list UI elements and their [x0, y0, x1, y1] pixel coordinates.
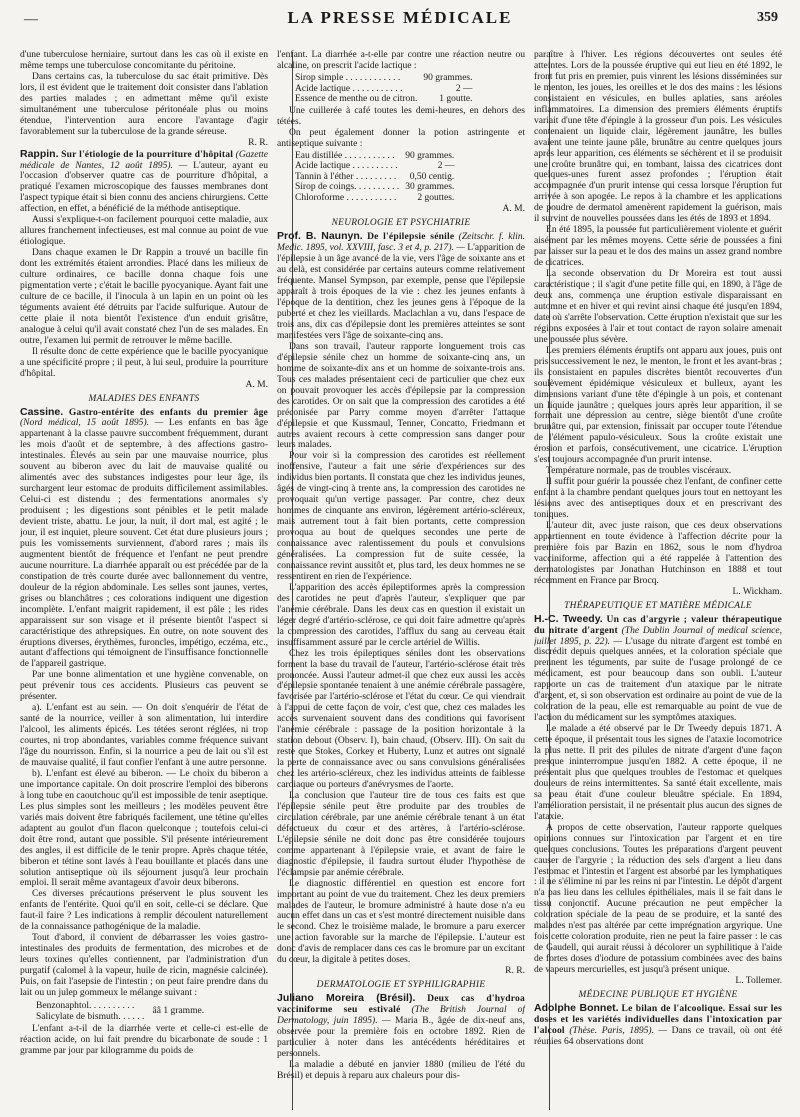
- rx-item: Eau distillée . . . . . . . . . . .: [295, 150, 395, 161]
- rx-item: Chloroforme . . . . . . . . . . .: [295, 192, 397, 203]
- paragraph: l'enfant. La diarrhée a-t-elle par contre une réaction neutre ou alcaline, on prescrit l'acide lactique :: [277, 50, 525, 71]
- article-source: (Zeitschr. f. klin. Medic. 1895, vol. XXVIII, fasc. 3 et 4, p. 217). —: [277, 231, 525, 254]
- page-header: [0, 0, 800, 52]
- rx-item: Sirop de coings. . . . . . . . . .: [295, 182, 400, 193]
- section-heading: DERMATOLOGIE ET SYPHILIGRAPHIE: [316, 980, 486, 991]
- article-author: Prof. B. Naunyn.: [277, 230, 363, 243]
- signature: R. R.: [505, 965, 525, 977]
- paragraph: Il suffit pour guérir la poussée chez l'enfant, de confiner cette enfant à la chambre pendant quelques jours tout en nettoyant les lésions avec des antiseptiques doux et en prescrivant des toniques.: [534, 476, 782, 521]
- signature: R. R.: [248, 136, 268, 148]
- article-title: De l'épilepsie sénile: [367, 231, 455, 243]
- column-3: [534, 50, 782, 1112]
- article-rappin: [20, 149, 268, 216]
- column-1: [20, 50, 268, 1112]
- paragraph: Le diagnostic différentiel en question est encore fort important au point de vue du traitement. Chez les deux premiers malades de l'auteur, le bromure administré à haute dose n'a eu aucun effet dans un cas et s'est montré directement nuisible dans le second. Chez le troisième malade, le bromure a paru exercer une action favorable sur la marche de l'épilepsie. L'auteur est donc d'avis de remplacer dans ces cas le bromure par un excitant du cœur, la digitale à petites doses.: [277, 877, 525, 966]
- signature: L. Wickham.: [732, 585, 782, 597]
- prescription-table: [295, 151, 454, 204]
- rx-row: [295, 73, 472, 84]
- rx-row: [295, 193, 454, 204]
- article-title: Sur l'étiologie de la pourriture d'hôpital: [61, 148, 234, 160]
- rx-quantity: ââ 1 gramme.: [152, 1005, 205, 1017]
- article-body: L'usage du nitrate d'argent est tombé en discrédit depuis quelques années, et la coloration spéciale que prennent les téguments, par suite de l'usage prolongé de ce médicament, est pour beaucoup dans son oubli. L'auteur rapporte un cas de traitement d'un ataxique par le nitrate d'argent, et, si son observation est ordinaire au point de vue de la coloration de la peau, elle est remarquable au point de vue de l'action du médicament sur les symptômes ataxiques.: [534, 635, 782, 724]
- article-bonnet: [534, 1003, 782, 1048]
- article-source: (Nord médical, 15 août 1895). —: [20, 417, 164, 429]
- section-heading: THÉRAPEUTIQUE ET MATIÈRE MÉDICALE: [564, 600, 752, 611]
- section-heading: MALADIES DES ENFANTS: [88, 393, 200, 404]
- article-source: (The Dublin Journal of medical science, juillet 1895, p. 22). —: [534, 624, 782, 647]
- article-title: Deux cas d'hydroa vacciniforme seu estivalé: [277, 993, 525, 1016]
- article-title: Un cas d'argyrie ; valeur thérapeutique du nitrate d'argent: [534, 613, 782, 636]
- article-author: Adolphe Bonnet.: [534, 1001, 619, 1014]
- paragraph: L'enfant a-t-il de la diarrhée verte et celle-ci est-elle de réaction acide, on lui fait prendre du bicarbonate de soude : 1 gramme par jour par kilogramme du poids de: [20, 1023, 268, 1057]
- article-source: (Gazette médicale de Nantes, 12 août 1895). —: [20, 148, 268, 171]
- header-dash: —: [24, 12, 38, 27]
- article-body: Maria B., âgée de dix-neuf ans, observée pour la première fois en octobre 1892. Rien de particulier à noter dans les antécédents héréditaires et personnels.: [277, 1015, 525, 1059]
- rx-row: [295, 182, 454, 193]
- rx-row: [295, 172, 454, 183]
- rx-quantity: 2 —: [455, 83, 473, 94]
- page-body: [20, 50, 790, 1112]
- rx-item: Benzonaphtol. . . . . . . . . .: [36, 999, 135, 1011]
- article-source: (Thèse. Paris, 1895). —: [569, 1024, 668, 1036]
- paragraph: Dans chaque examen le Dr Rappin a trouvé un bacille fin dont les extrémités étaient arrondies. Placé dans les milieux de culture ordinaires, ce bacille donna chaque fois une pigmentation verte ; c'était le bacille pyocyanique. Ayant fait une culture de ce bacille, il l'inocula à un lapin en un point où les téguments avaient été détruits par l'acide sulfurique. Autour de cette plaie il nota bientôt l'existence d'un enduit grisâtre, analogue à celui qu'il avait constaté chez l'un de ses malades. En outre, l'examen lui permit de retrouver le même bacille.: [20, 247, 268, 346]
- rx-quantity: 0,50 centig.: [409, 171, 455, 182]
- article-naunyn: [277, 231, 525, 342]
- rx-item: Sirop simple . . . . . . . . . . . .: [295, 72, 401, 83]
- section-heading: MÉDECINE PUBLIQUE ET HYGIÈNE: [578, 990, 738, 1001]
- paragraph: Aussi s'explique-t-on facilement pourquoi cette maladie, aux allures franchement infectieuses, est mal connue au point de vue étiologique.: [20, 214, 268, 248]
- page-number: 359: [757, 10, 778, 25]
- paragraph: Chez les trois épileptiques séniles dont les observations forment la base du travail de l'auteur, l'artério-sclérose était très prononcée. Aussi l'auteur admet-il que chez eux aussi les accès d'épilepsie spontanée tenaient à une anémie cérébrale passagère, favorisée par l'artério-sclérose et l'état du cœur. Ce qui viendrait à l'appui de cette façon de voir, c'est que, chez ces malades les accès survenaient souvent dans des conditions qui favorisent l'anémie cérébrale : passage de la position horizontale à la station debout (Observ. I), bain chaud, (Observ. III). On sait du reste que Stokes, Corkey et Huberty, Lunz et autres ont signalé la perte de connaissance avec ou sans convulsions généralisées chez les artério-scléreux, chez les individus atteints de faiblesse cardiaque ou porteurs d'anévrysmes de l'aorte.: [277, 647, 525, 791]
- article-tweedy: [534, 614, 782, 725]
- paragraph: Le malade a été observé par le Dr Tweedy depuis 1871. A cette époque, il présentait tous les signes de l'ataxie locomotrice la plus nette. Il prit des pilules de nitrate d'argent d'une façon presque ininterrompue jusqu'en 1882. A cette époque, il ne présentait plus que quelques troubles de l'estomac et quelques douleurs de reins intermittentes. Sa santé était excellente, mais sa peau était d'une couleur bleuâtre spéciale. En 1894, l'amélioration persistait, il ne présentait plus aucun des signes de l'ataxie.: [534, 723, 782, 822]
- paragraph: d'une tuberculose herniaire, surtout dans les cas où il existe en même temps une tuberculose concomitante du péritoine.: [20, 50, 268, 71]
- paragraph: Par une bonne alimentation et une hygiène convenable, on peut prévenir tous ces accidents. Plusieurs cas peuvent se présenter.: [20, 669, 268, 703]
- article-body: Dans ce travail, où ont été réunies 64 observations dont: [534, 1024, 782, 1047]
- paragraph: Une cuillerée à café toutes les demi-heures, en dehors des tétées.: [277, 104, 525, 127]
- article-author: Rappin.: [20, 147, 59, 160]
- article-title: Le bilan de l'alcoolique. Essai sur les doses et les variétés individuelles dans l'intoxication par l'alcool: [534, 1002, 782, 1036]
- paragraph: Les premiers éléments éruptifs ont apparu aux joues, puis ont pris successivement le nez, le menton, le front et les avant-bras ; ils consistaient en papules discrètes bientôt recouvertes d'un soulèvement épidémique vésiculeux et bulleux, ayant les dimensions variant d'une tête d'épingle à un pois, et contenant un liquide jaunâtre ; quelques jours après leur apparition, il se formait une dépression au centre, siège bientôt d'une croûte brunâtre qui, par extension, finissait par occuper toute l'étendue de l'élément papulo-vésiculeux. Sous la croûte existait une érosion et parfois, consécutivement, une cicatrice. L'éruption s'est toujours accompagnée d'un prurit intense.: [534, 344, 782, 466]
- rx-row: [295, 161, 454, 172]
- signature: L. Tollemer.: [735, 975, 782, 987]
- paragraph: La seconde observation du Dr Moreira est tout aussi caractéristique ; il s'agit d'une petite fille qui, en 1890, à l'âge de deux ans, commença une éruption estivale disparaissant en automne et en hiver et qui revint ainsi chaque été jusqu'en 1894, date où s'arrête l'observation. Cette éruption n'existait que sur les régions exposées à l'air et tout contact de rayon solaire amenait une poussée plus sévère.: [534, 268, 782, 345]
- paragraph: La maladie a débuté en janvier 1880 (milieu de l'été du Brésil) et depuis à reparu aux chaleurs pour dis-: [277, 1058, 525, 1081]
- article-author: Juliano Moreira (Brésil).: [277, 992, 416, 1005]
- article-body: L'apparition de l'épilepsie à un âge avancé de la vie, vers l'âge de soixante ans et au delà, est considérée par certains auteurs comme relativement fréquente. Mansel Sympson, par exemple, pense que l'épilepsie apparaît à trois époques de la vie : chez les jeunes enfants à l'époque de la dentition, chez les jeunes gens à l'époque de la puberté et chez les vieillards. Maclachlan a vu, dans l'espace de trois ans, dix cas d'épilepsie dont les premières atteintes se sont manifestées vers l'âge de soixante-cinq ans.: [277, 242, 525, 341]
- article-body: L'auteur, ayant eu l'occasion d'observer quatre cas de pourriture d'hôpital, a pratiqué l'examen microscopique des fausses membranes dont l'aspect typique était si bien connu des anciens chirurgiens. Cette affection, en effet, a bénéficié de la méthode antiseptique.: [20, 159, 268, 215]
- paragraph: On peut également donner la potion astringente et antiseptique suivante :: [277, 126, 525, 149]
- column-2: [277, 50, 525, 1112]
- article-cassine: [20, 407, 268, 671]
- paragraph: a). L'enfant est au sein. — On doit s'enquérir de l'état de santé de la nourrice, veiller à son alimentation, lui interdire l'alcool, les aliments épicés. Les tétées seront réglées, ni trop courtes, ni trop abondantes, variables comme fréquence suivant l'âge du nourrisson. Enfin, si la nourrice a peu de lait ou s'il est de mauvaise qualité, il faut confier l'enfant à une autre personne.: [20, 702, 268, 768]
- rx-item: Acide lactique . . . . . . . . . . .: [295, 83, 403, 94]
- paragraph: Température normale, pas de troubles viscéraux.: [546, 465, 732, 477]
- article-moreira: [277, 993, 525, 1060]
- paragraph: A propos de cette observation, l'auteur rapporte quelques opinions connues sur l'intoxication par l'argent et en tire quelques conclusions. Toutes les préparations d'argent peuvent causer de l'argyrie ; la réduction des sels d'argent a lieu dans l'estomac et l'intestin et l'argent est absorbé par les lymphatiques : il ne s'élimine ni par les reins ni par l'intestin. Le dépôt d'argent n'a pas lieu dans les cellules épithéliales, mais il se fait dans le tissu conjonctif. Aucune précaution ne peut empêcher la coloration spéciale de la peau de se produire, et la santé des malades n'est pas altérée par cette imprégnation argyrique. Une fois cette coloration produite, rien ne peut la faire passer : le cas de Gaudell, qui aurait réussi à décolorer un syphilitique à l'aide de fortes doses d'iodure de potassium combinées avec des bains de vapeurs mercurielles, est jusqu'à présent unique.: [534, 821, 782, 976]
- rx-quantity: 90 grammes.: [405, 150, 455, 161]
- article-author: H.-C. Tweedy.: [534, 612, 603, 625]
- paragraph: b). L'enfant est élevé au biberon. — Le choix du biberon a une importance capitale. On doit proscrire l'emploi des biberons à long tube en caoutchouc qu'il est impossible de tenir aseptique. Les plus simples sont les meilleurs ; les modèles peuvent être variés mais doivent être fabriqués facilement, une tétine qu'elles adaptent au goulot d'un flacon quelconque ; toutefois celui-ci doit être rond, autant que possible. S'il présente intérieurement des angles, il est difficile de le tenir propre. Après chaque tétée, biberon et tétine sont lavés à l'eau bouillante et placés dans une solution antiseptique où ils séjournent jusqu'à leur prochain emploi. Il serait même avantageux d'avoir deux biberons.: [20, 767, 268, 889]
- article-source: (The British Journal of Dermatology, juin 1895). —: [277, 1004, 525, 1027]
- signature: A. M.: [502, 203, 525, 215]
- article-body: Les enfants en bas âge appartenant à la classe pauvre succombent fréquemment, durant les mois d'août et de septembre, à des affections gastro-intestinales. Élevés au sein par une mauvaise nourrice, plus souvent au biberon avec du lait de mauvaise qualité ou alimentés avec des substances indigestes pour leur âge, ils surchargent leur estomac de produits difficilement assimilables. Celui-ci est distendu ; des fermentations anormales s'y produisent ; les digestions sont pénibles et le petit malade devient triste, abattu. Le jour, la nuit, il dort mal, est agité ; le jour, il est inquiet, pleure souvent. Cet état dure plusieurs jours ; puis les vomissements surviennent, d'abord rares ; mais ils augmentent bientôt de fréquence et l'enfant ne peut prendre aucune nourriture. La diarrhée apparaît ou est précédée par de la constipation de très courte durée avec ballonnement du ventre, douleur de la région abdominale. Les selles sont jaunes, vertes, grises ou blanchâtres ; ces colorations indiquent une digestion incomplète. L'enfant maigrit rapidement, il est pâle ; les rides apparaissent sur son visage et il présente bientôt l'aspect si caractéristique des athrepsiques. En outre, on note souvent des éruptions diverses, érythèmes, furoncles, impétigo, eczéma, etc., autant d'affections qui témoignent de l'insuffisance fonctionnelle de l'appareil gastrique.: [20, 417, 268, 670]
- paragraph: L'auteur dit, avec juste raison, que ces deux observations appartiennent en toute évidence à l'affection décrite pour la première fois par Bazin en 1862, sous le nom d'hydroa vacciniforme, affection qui a été rappelée à l'attention des dermatologistes par Jonathan Hutchinson en 1888 et tout récemment en France par Brocq.: [534, 519, 782, 586]
- paragraph: paraître à l'hiver. Les régions découvertes ont seules été atteintes. Lors de la poussée éruptive qui eut lieu en été 1892, le front fut pris en premier, puis vinrent les lésions disséminées sur le menton, les joues, les oreilles et le dos des mains : les lésions consistaient en vésicules, en bulles aplaties, sans aréoles inflammatoires. La dimension des premiers éléments éruptifs variait d'une tête d'épingle à la grosseur d'un pois. Les vésicules contenaient un liquide clair, légèrement jaunâtre, les bulles avaient une teinte jaune pâle, brunâtre au centre quelques jours après leur apparition, ces éléments se séchèrent et il se produisit une croûte brunâtre qui, en tombant, laissa des cicatrices dont quelques-unes furent assez profondes ; l'éruption était accompagnée d'un prurit intense qui cessa lorsque l'éruption fut arrivée à son apogée. Le repos à la chambre et les applications de poudre de dermatol amenèrent rapidement la guérison, mais il survint de nouvelles poussées dans les étés de 1893 et 1894.: [534, 50, 782, 225]
- paragraph: Dans certains cas, la tuberculose du sac était primitive. Dès lors, il est évident que le traitement doit consister dans l'ablation des parties malades ; en admettant même qu'il existe simultanément une tuberculose péritonéale plus ou moins étendue, l'intervention aura encore l'avantage d'agir favorablement sur la tuberculose de la grande séreuse.: [20, 70, 268, 137]
- signature: A. M.: [245, 378, 268, 390]
- rx-row: [295, 94, 472, 105]
- rx-item: Salicylate de bismuth. . . . . .: [36, 1010, 145, 1022]
- rx-row: [295, 151, 454, 162]
- journal-title: LA PRESSE MÉDICALE: [287, 8, 513, 27]
- rx-quantity: 90 grammes.: [423, 72, 473, 83]
- paragraph: La conclusion que l'auteur tire de tous ces faits est que l'épilepsie sénile peut être produite par des troubles de circulation cérébrale, par une anémie cérébrale tenant à un état défectueux du cœur et des artères, à l'artério-sclérose. L'épilepsie sénile ne doit donc pas être considérée toujours comme appartenant à l'épilepsie vraie, et avant de faire le diagnostic d'épilepsie, il faudra surtout éluder l'hypothèse de l'éclampsie par anémie cérébrale.: [277, 789, 525, 878]
- paragraph: Ces diverses précautions préservent le plus souvent les enfants de l'entérite. Quoi qu'il en soit, celle-ci se déclare. Que faut-il faire ? Les indications à remplir découlent naturellement de la connaissance pathogénique de la maladie.: [20, 888, 268, 933]
- article-title: Gastro-entérite des enfants du premier âge: [68, 406, 268, 418]
- section-heading: NEUROLOGIE ET PSYCHIATRIE: [331, 218, 471, 229]
- rx-quantity: 1 goutte.: [439, 94, 473, 105]
- paragraph: Pour voir si la compression des carotides est réellement inoffensive, l'auteur a fait une série d'expériences sur des individus bien portants. Il constata que chez les individus jeunes, âgés de vingt-cinq à trente ans, la compression des carotides ne provoquait qu'un vertige passager. Par contre, chez deux hommes de cinquante ans environ, légèrement artério-scléreux, mais autrement tout à fait bien portants, cette compression provoqua au bout de quelques secondes une perte de connaissance avec ralentissement du pouls et convulsions généralisées. La compression fut de suite cessée, la connaissance revint aussitôt et, plus tard, les deux hommes ne se ressentirent en rien de l'expérience.: [277, 450, 525, 582]
- rx-quantity: 2 gouttes.: [417, 192, 455, 203]
- paragraph: Dans son travail, l'auteur rapporte longuement trois cas d'épilepsie sénile chez un homme de soixante-cinq ans, un homme de soixante-dix ans et un homme de soixante-trois ans. Tous ces malades présentaient ceci de particulier que chez eux on pouvait provoquer les accès d'épilepsie par la compression des carotides. Or on sait que la compression des carotides a été préconisée par Parry comme moyen d'arrêter l'attaque d'épilepsie et que Kussmaul, Tenner, Concatto, Friedmann et autres avaient recours à cette compression sans danger pour leurs malades.: [277, 340, 525, 451]
- rx-row: [295, 84, 472, 95]
- article-author: Cassine.: [20, 405, 64, 418]
- paragraph: En été 1895, la poussée fut particulièrement violente et guérit aisément par les mêmes moyens. Cette série de poussées a fini par laisser sur la peau et le dos des mains un assez grand nombre de cicatrices.: [534, 224, 782, 269]
- paragraph: Tout d'abord, il convient de débarrasser les voies gastro-intestinales des produits de fermentation, des microbes et de leurs toxines qu'elles contiennent, par l'administration d'un purgatif (calomel à la vapeur, huile de ricin, magnésie calcinée). Puis, on fait l'asepsie de l'intestin ; on peut faire prendre dans du lait ou un julep gommeux le mélange suivant :: [20, 932, 268, 999]
- rx-item: Acide lactique . . . . . . . . . .: [295, 161, 398, 172]
- rx-item: Tannin à l'éther . . . . . . . . .: [295, 171, 397, 182]
- paragraph: L'apparition des accès épileptiformes après la compression des carotides ne peut d'après l'auteur, s'expliquer que par l'anémie cérébrale. Dans les deux cas en question il existait un léger degré d'artério-sclérose, ce qui doit faire admettre qu'après la compression des carotides, l'afflux du sang au cerveau était insuffisamment assuré par le cercle artériel de Willis.: [277, 581, 525, 648]
- rx-item: Essence de menthe ou de citron.: [295, 94, 418, 105]
- rx-quantity: 2 —: [437, 161, 455, 172]
- paragraph: Il résulte donc de cette expérience que le bacille pyocyanique a une spécificité propre ; il peut, à lui seul, produire la pourriture d'hôpital.: [20, 345, 268, 379]
- prescription-table: [295, 73, 472, 105]
- rx-quantity: 30 grammes.: [405, 182, 455, 193]
- prescription: [36, 1001, 268, 1022]
